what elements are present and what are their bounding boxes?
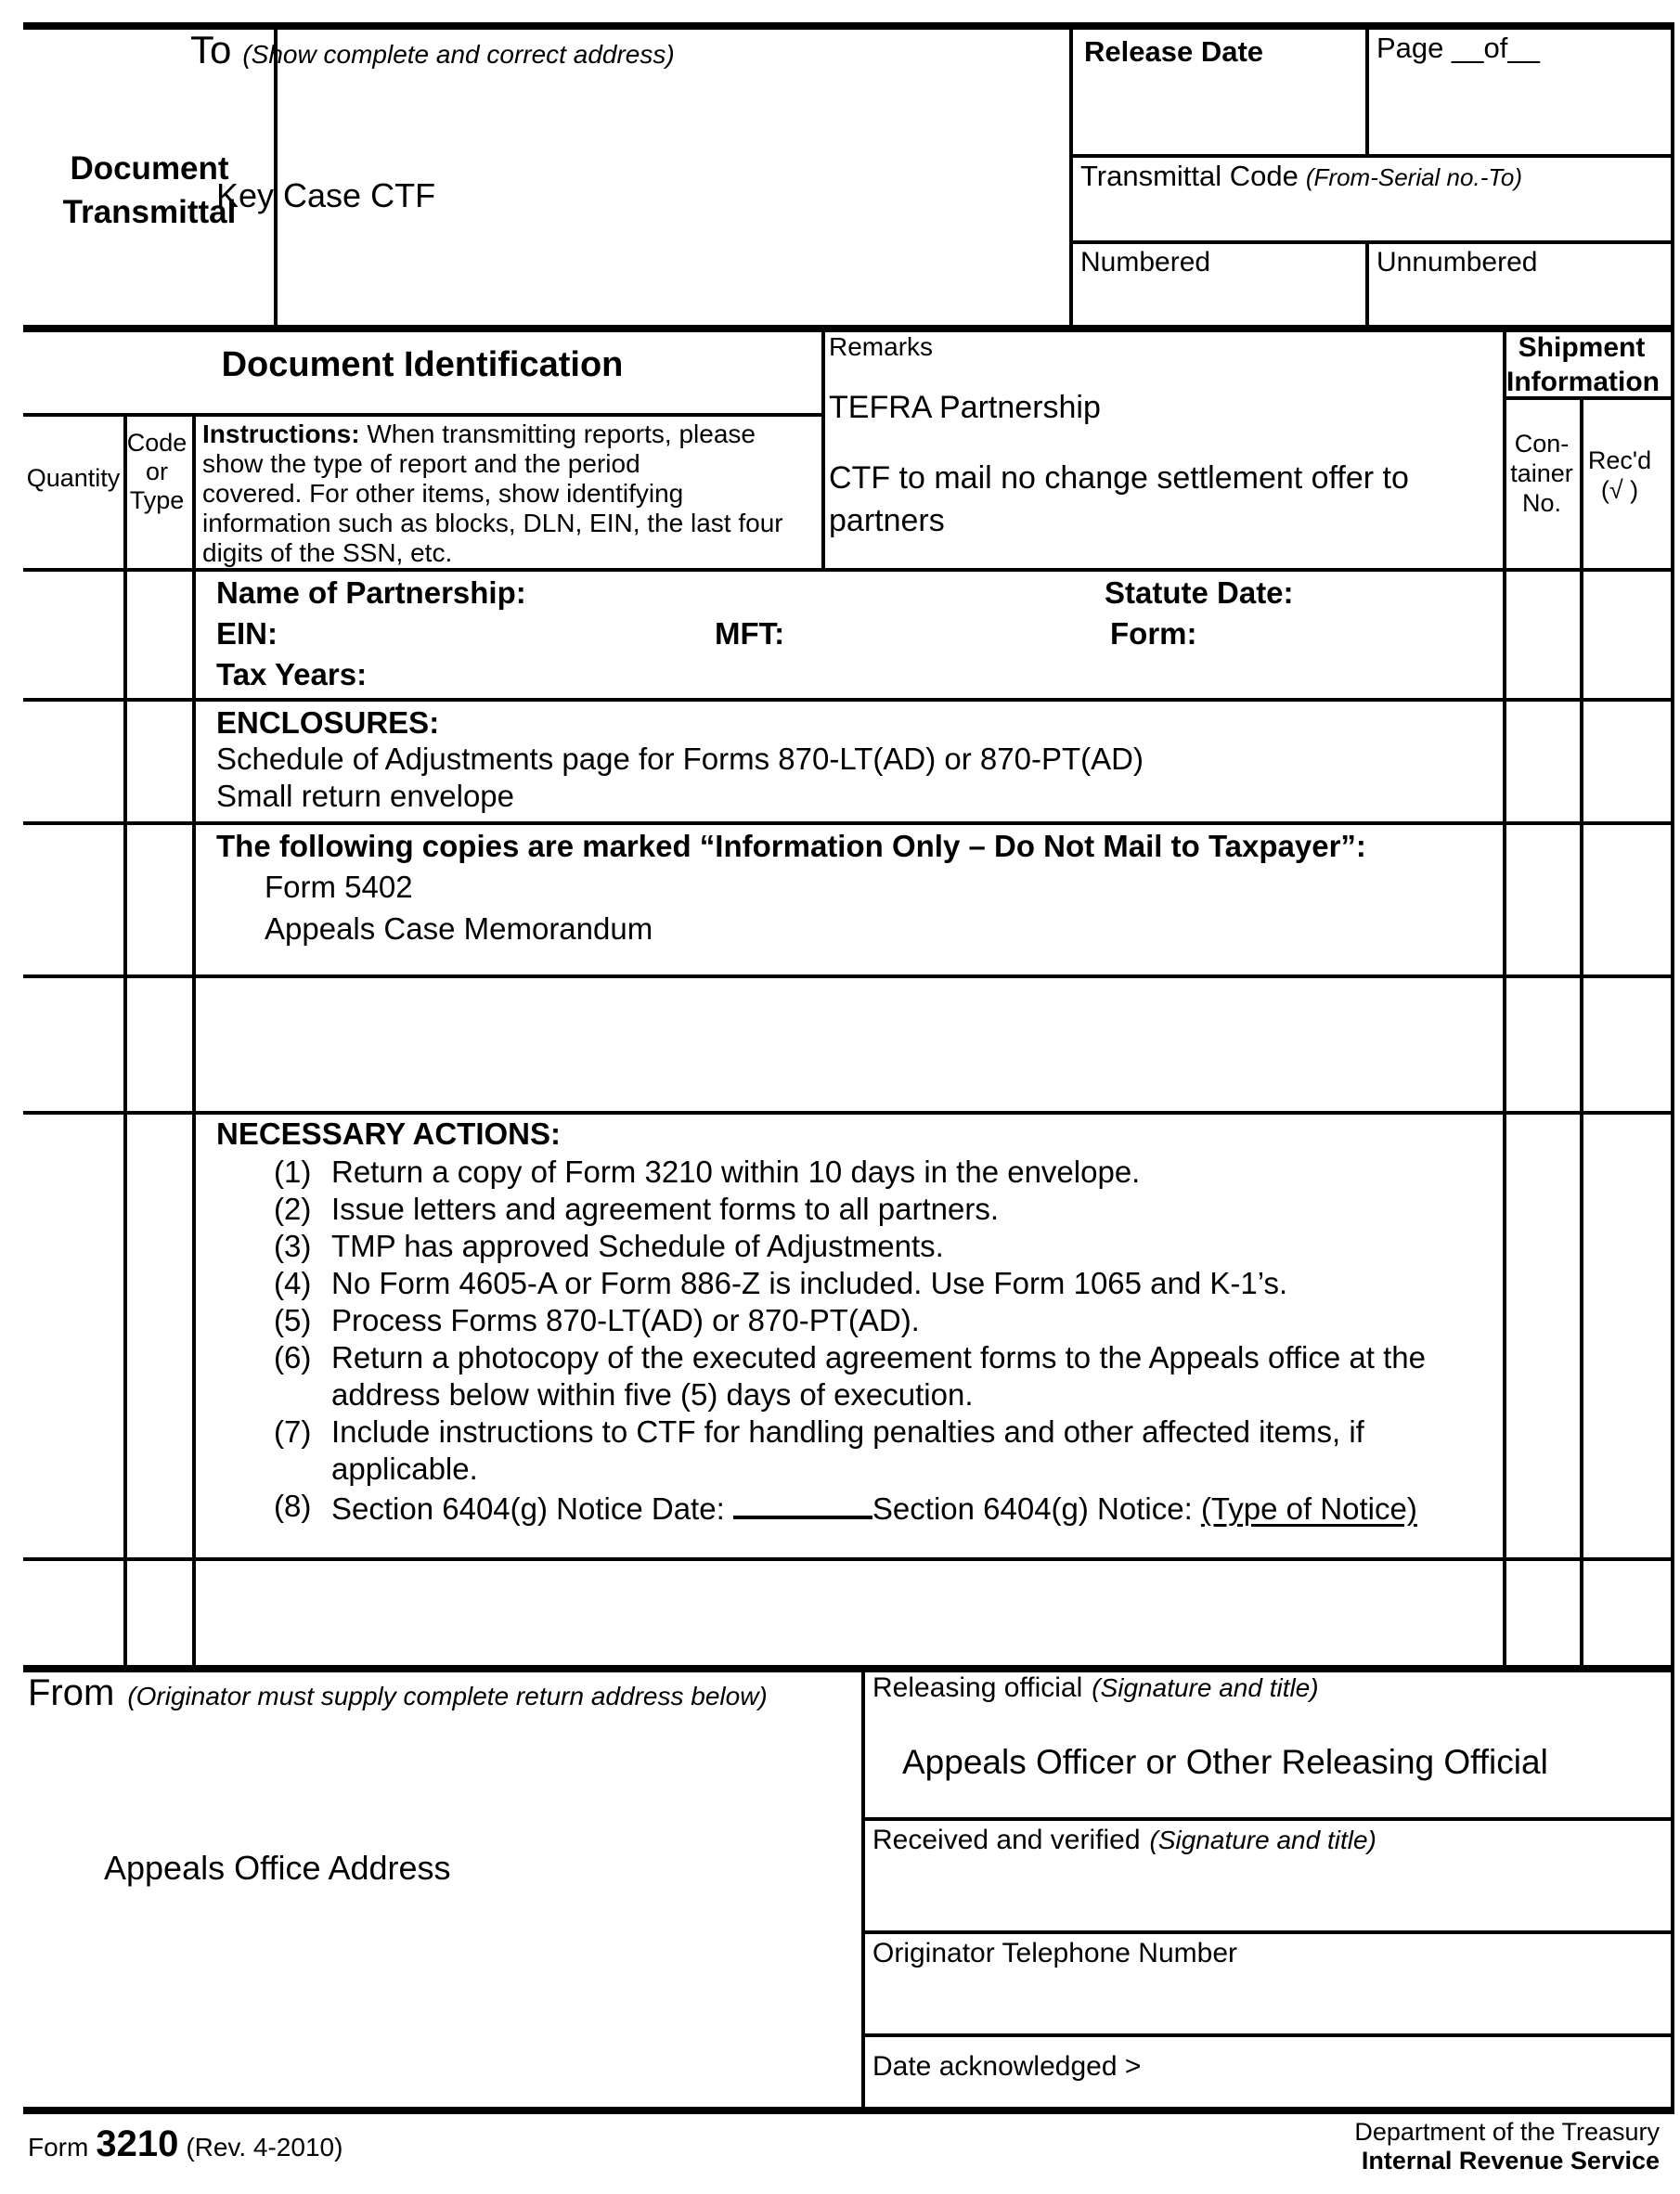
row-necessary-actions xyxy=(23,1111,1660,1557)
row-partnership xyxy=(23,568,1660,698)
instructions-lead: Instructions: xyxy=(202,419,360,448)
section-divider xyxy=(23,325,1674,332)
form-revision: (Rev. 4-2010) xyxy=(186,2133,343,2162)
bottom-border xyxy=(23,2107,1674,2114)
form-number-footer xyxy=(28,2123,342,2165)
releasing-official-note: (Signature and title) xyxy=(1092,1673,1319,1702)
grid-line xyxy=(861,1817,1674,1821)
from-label: From xyxy=(28,1672,115,1713)
copies-title: The following copies are marked “Information Only – Do Not Mail to Taxpayer”: xyxy=(216,829,1366,863)
notice-date-label: Section 6404(g) Notice Date: xyxy=(331,1491,733,1526)
release-date-label: Release Date xyxy=(1084,35,1264,68)
action-item-number: (3) xyxy=(274,1229,312,1263)
enclosures-title: ENCLOSURES: xyxy=(216,705,440,740)
action-item-text: No Form 4605-A or Form 886-Z is included. Use Form 1065 and K-1’s. xyxy=(331,1266,1288,1300)
remarks-label: Remarks xyxy=(829,332,934,361)
action-item xyxy=(274,1191,1536,1228)
releasing-official-value: Appeals Officer or Other Releasing Official xyxy=(902,1743,1548,1781)
action-item xyxy=(274,1413,1536,1488)
ein-label: EIN: xyxy=(216,616,278,651)
document-identification-title: Document Identification xyxy=(221,345,624,384)
action-item-number: (2) xyxy=(274,1192,312,1226)
action-item xyxy=(274,1154,1536,1191)
copies-item: Appeals Case Memorandum xyxy=(265,911,653,946)
from-address-value: Appeals Office Address xyxy=(104,1849,451,1887)
department-label: Department of the Treasury xyxy=(1354,2118,1660,2146)
action-item-text: Issue letters and agreement forms to all partners. xyxy=(331,1192,1000,1226)
form-word: Form xyxy=(28,2133,89,2162)
form-number: 3210 xyxy=(96,2123,179,2164)
copies-item: Form 5402 xyxy=(265,870,413,904)
remarks-value-line2: CTF to mail no change settlement offer to partners xyxy=(829,460,1409,538)
action-item-number: (5) xyxy=(274,1303,312,1337)
action-item-number: (8) xyxy=(274,1489,312,1523)
grid-line xyxy=(1069,30,1073,325)
container-no-column-header: Con-tainer No. xyxy=(1510,430,1573,517)
action-item-number: (6) xyxy=(274,1340,312,1374)
name-of-partnership-label: Name of Partnership: xyxy=(216,575,526,610)
unnumbered-label: Unnumbered xyxy=(1376,247,1538,277)
action-item xyxy=(274,1302,1536,1339)
agency-footer xyxy=(1021,2118,1660,2175)
action-item-number: (1) xyxy=(274,1155,312,1189)
to-address-value: Key Case CTF xyxy=(216,176,436,214)
grid-line xyxy=(23,413,821,417)
instructions-line: information such as blocks, DLN, EIN, the last four xyxy=(202,509,783,537)
right-border xyxy=(1671,30,1674,2107)
grid-line xyxy=(861,1930,1674,1934)
action-item xyxy=(274,1339,1536,1413)
grid-line xyxy=(821,332,825,568)
recd-column-header: Rec'd (√ ) xyxy=(1587,446,1652,504)
enclosure-item: Schedule of Adjustments page for Forms 870-LT(AD) or 870-PT(AD) xyxy=(216,742,1144,776)
grid-line xyxy=(23,974,1674,978)
numbered-label: Numbered xyxy=(1080,247,1211,277)
originator-telephone-label: Originator Telephone Number xyxy=(872,1938,1238,1968)
grid-line xyxy=(1365,240,1369,325)
row-enclosures xyxy=(23,698,1660,821)
from-note: (Originator must supply complete return address below) xyxy=(127,1682,768,1710)
action-item-text xyxy=(331,1488,1506,1528)
form-title: Document Transmittal xyxy=(62,150,237,230)
action-item-text: Process Forms 870-LT(AD) or 870-PT(AD). xyxy=(331,1303,920,1337)
action-item xyxy=(274,1228,1536,1265)
row-information-only-copies xyxy=(23,821,1660,974)
form-label: Form: xyxy=(1110,616,1197,651)
notice-label: Section 6404(g) Notice: xyxy=(872,1491,1201,1526)
releasing-official-field xyxy=(872,1672,1319,1704)
instructions-text xyxy=(202,419,815,568)
action-item-text: TMP has approved Schedule of Adjustments. xyxy=(331,1229,944,1263)
action-item-number: (4) xyxy=(274,1266,312,1300)
received-verified-field xyxy=(872,1825,1376,1856)
transmittal-code-note: (From-Serial no.-To) xyxy=(1305,163,1522,191)
transmittal-code-field xyxy=(1080,160,1522,193)
action-item-number: (7) xyxy=(274,1414,312,1449)
shipment-information-header: Shipment Information xyxy=(1506,332,1660,397)
grid-line xyxy=(23,1557,1674,1561)
action-item-8 xyxy=(274,1488,1536,1528)
notice-date-blank xyxy=(733,1488,872,1519)
to-note: (Show complete and correct address) xyxy=(242,40,675,69)
releasing-official-label: Releasing official xyxy=(872,1672,1083,1703)
page-of-label: Page __of__ xyxy=(1376,32,1540,64)
necessary-actions-list xyxy=(274,1154,1536,1528)
grid-line xyxy=(861,2033,1674,2037)
enclosure-item: Small return envelope xyxy=(216,779,515,813)
quantity-column-header: Quantity xyxy=(26,464,121,492)
action-item-text: Include instructions to CTF for handling penalties and other affected items, if applicable. xyxy=(331,1414,1364,1486)
to-field xyxy=(190,28,675,72)
instructions-line: When transmitting reports, please xyxy=(367,419,756,448)
date-acknowledged-label: Date acknowledged > xyxy=(872,2051,1142,2082)
transmittal-code-label: Transmittal Code xyxy=(1080,160,1299,192)
action-item-text: Return a photocopy of the executed agreement forms to the Appeals office at the address below within five (5) days of execution. xyxy=(331,1340,1426,1412)
grid-line xyxy=(1069,240,1674,244)
instructions-line: covered. For other items, show identifying xyxy=(202,479,684,508)
received-verified-note: (Signature and title) xyxy=(1149,1826,1376,1854)
grid-line xyxy=(1365,30,1369,154)
action-item xyxy=(274,1265,1536,1302)
instructions-line: digits of the SSN, etc. xyxy=(202,538,453,567)
tax-years-label: Tax Years: xyxy=(216,657,368,691)
grid-line xyxy=(861,1672,865,2107)
section-divider xyxy=(23,1665,1674,1672)
action-item-text: Return a copy of Form 3210 within 10 days in the envelope. xyxy=(331,1155,1141,1189)
necessary-actions-title: NECESSARY ACTIONS: xyxy=(216,1116,561,1151)
received-verified-label: Received and verified xyxy=(872,1825,1141,1855)
statute-date-label: Statute Date: xyxy=(1105,575,1294,610)
from-field xyxy=(28,1672,768,1714)
to-label: To xyxy=(190,28,232,71)
grid-line xyxy=(1069,154,1674,158)
mft-label: MFT: xyxy=(715,616,785,651)
irs-label: Internal Revenue Service xyxy=(1361,2147,1660,2175)
code-or-type-column-header: Code or Type xyxy=(126,429,187,514)
remarks-value-line1: TEFRA Partnership xyxy=(829,390,1101,425)
type-of-notice-label: (Type of Notice) xyxy=(1200,1491,1417,1526)
instructions-line: show the type of report and the period xyxy=(202,449,640,478)
